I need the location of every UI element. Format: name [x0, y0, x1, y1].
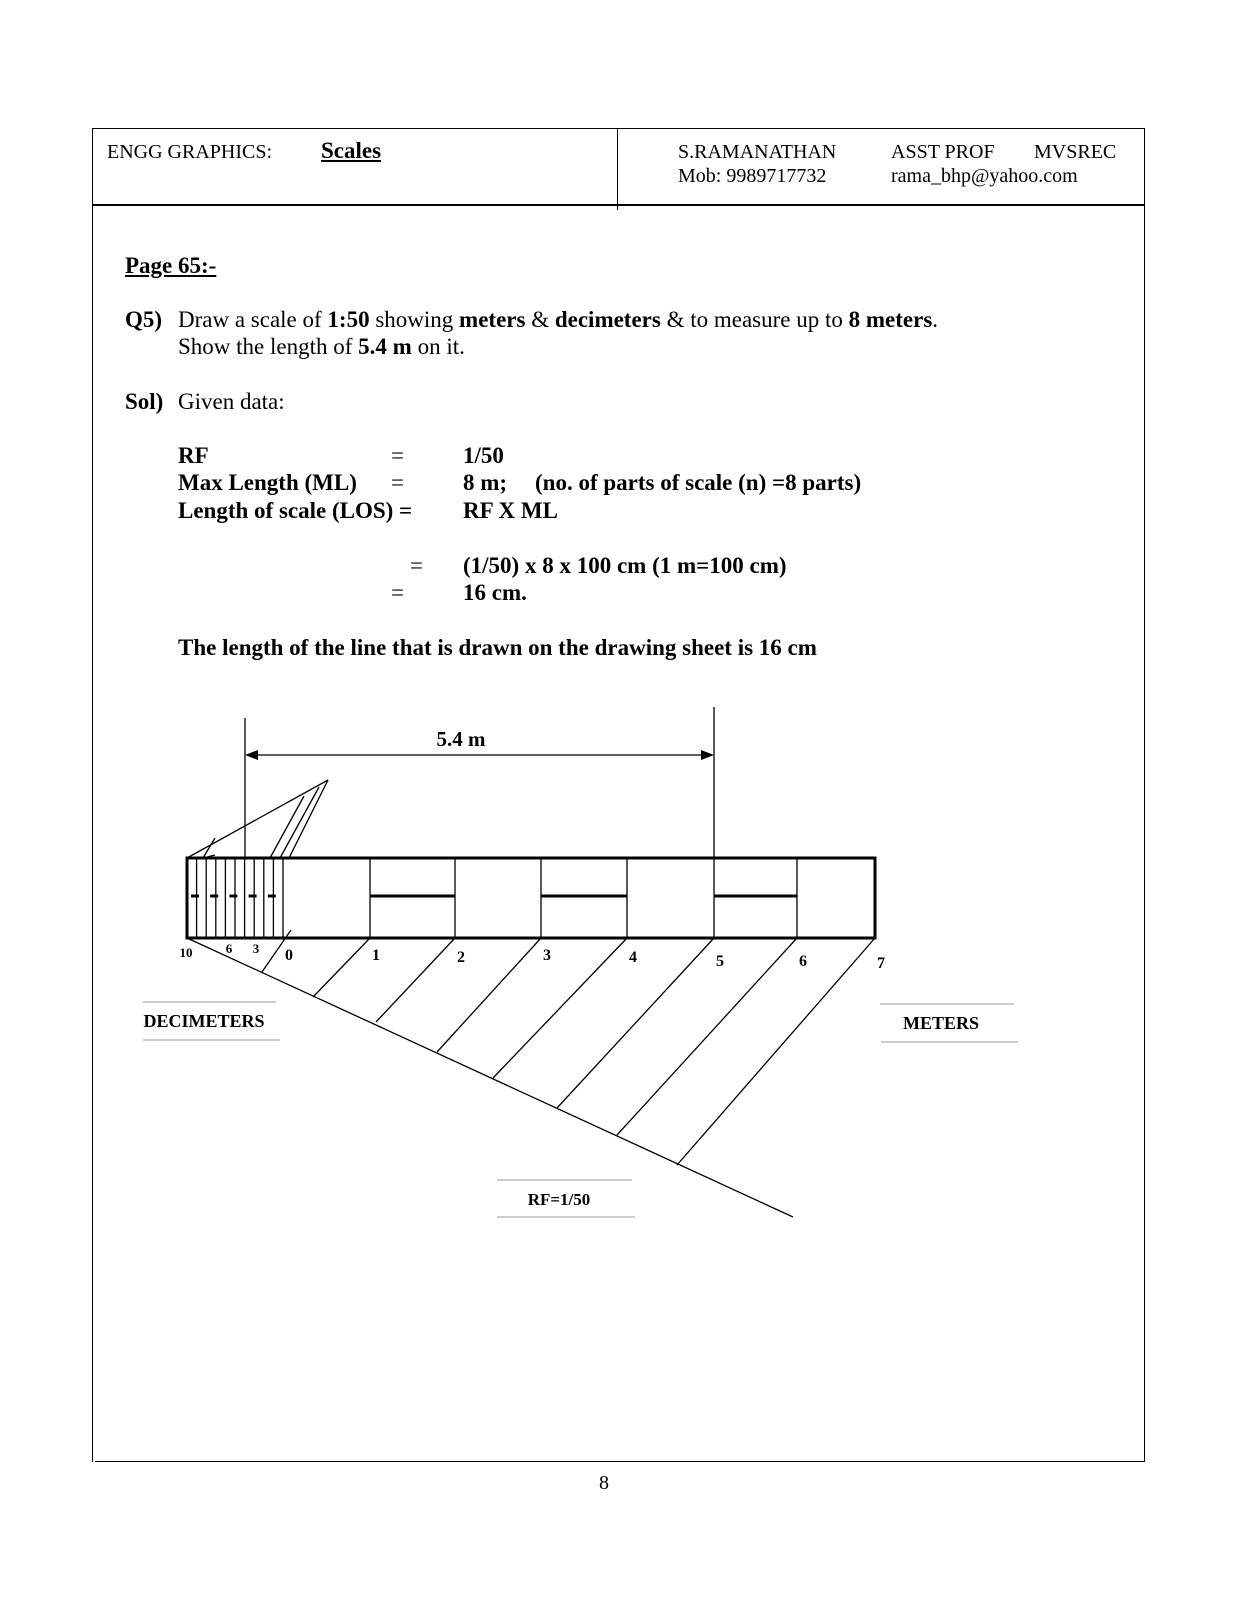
question-label: Q5)	[125, 307, 163, 332]
meter-label: 0	[285, 947, 293, 964]
decimeters-caption: DECIMETERS	[143, 1011, 265, 1031]
dm-label: 3	[252, 941, 260, 956]
given-name: RF	[178, 443, 209, 468]
calc-eq: =	[410, 553, 423, 578]
arrowhead-left	[245, 750, 258, 760]
meter-label: 2	[457, 949, 465, 966]
given-value: 8 m;	[463, 470, 508, 495]
arrowhead-right	[701, 750, 714, 760]
rf-caption: RF=1/50	[527, 1190, 591, 1209]
calc-value: 16 cm.	[463, 580, 527, 605]
given-eq: =	[391, 470, 404, 495]
course-name: ENGG GRAPHICS:	[107, 141, 273, 163]
author-name: S.RAMANATHAN	[678, 141, 837, 163]
conclusion: The length of the line that is drawn on the drawing sheet is 16 cm	[178, 635, 817, 660]
meter-divisions	[370, 858, 797, 938]
parallel-line	[493, 938, 627, 1078]
question-line-1: Draw a scale of 1:50 showing meters & decimeters & to measure up to 8 meters.	[178, 307, 939, 332]
meter-label: 6	[799, 953, 807, 970]
diagonal-construction-line	[187, 938, 793, 1217]
given-value: 1/50	[463, 443, 504, 468]
page-reference: Page 65:-	[125, 253, 217, 278]
meters-caption: METERS	[902, 1013, 980, 1033]
decimeter-divisions	[191, 858, 283, 938]
meter-label: 4	[629, 949, 637, 966]
parallel-line	[617, 938, 797, 1135]
given-note: (no. of parts of scale (n) =8 parts)	[535, 470, 862, 495]
given-value: RF X ML	[463, 498, 558, 523]
author-designation: ASST PROF	[891, 141, 995, 163]
solution-label: Sol)	[125, 389, 164, 414]
parallel-line	[677, 938, 875, 1165]
dimension-label: 5.4 m	[436, 727, 486, 751]
parallel-construction-lines	[262, 930, 875, 1165]
meter-label: 7	[877, 955, 885, 972]
upper-construction-line	[187, 780, 328, 858]
meter-label: 1	[372, 947, 380, 964]
scale-rectangle	[187, 858, 875, 938]
given-name: Max Length (ML)	[178, 470, 357, 495]
calc-eq: =	[391, 580, 404, 605]
author-mobile: Mob: 9989717732	[678, 165, 827, 187]
meter-label: 5	[716, 953, 724, 970]
parallel-line	[376, 938, 455, 1022]
dm-label: 6	[225, 941, 233, 956]
given-name: Length of scale (LOS) =	[178, 498, 413, 523]
parallel-line	[313, 938, 370, 997]
institute: MVSREC	[1034, 141, 1117, 163]
solution-intro: Given data:	[178, 389, 285, 414]
author-email[interactable]: rama_bhp@yahoo.com	[891, 165, 1078, 187]
meter-label: 3	[543, 947, 551, 964]
parallel-line	[437, 938, 541, 1052]
page-number: 8	[599, 1472, 609, 1494]
calc-value: (1/50) x 8 x 100 cm (1 m=100 cm)	[463, 553, 787, 578]
given-eq: =	[391, 443, 404, 468]
dm-label: 10	[179, 945, 193, 960]
question-line-2: Show the length of 5.4 m on it.	[178, 334, 465, 359]
topic-title: Scales	[321, 138, 382, 163]
